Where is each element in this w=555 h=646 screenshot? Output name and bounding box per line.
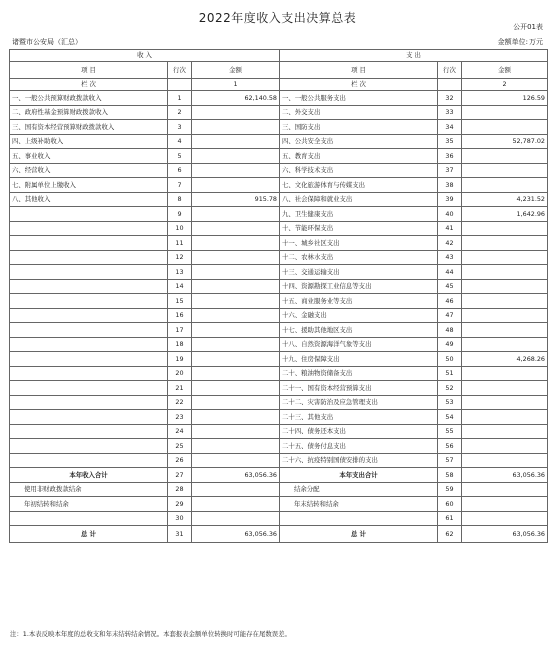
unit-label: 金额单位 : — [498, 38, 528, 46]
income-amount — [192, 120, 280, 135]
income-amount: 62,140.58 — [192, 91, 280, 106]
expense-amount — [462, 105, 548, 120]
income-item — [10, 207, 168, 222]
income-line-no: 14 — [168, 279, 192, 294]
expense-line-no: 38 — [438, 178, 462, 193]
expense-amount: 4,231.52 — [462, 192, 548, 207]
expense-item: 十八、自然资源海洋气象等支出 — [280, 337, 438, 352]
income-line-no: 26 — [168, 453, 192, 468]
expense-item: 十七、援助其他地区支出 — [280, 323, 438, 338]
expense-item: 十五、商业服务业等支出 — [280, 294, 438, 309]
income-line-no: 3 — [168, 120, 192, 135]
expense-amount — [462, 236, 548, 251]
income-line-no: 25 — [168, 439, 192, 454]
expense-item: 三、国防支出 — [280, 120, 438, 135]
income-item — [10, 395, 168, 410]
table-row — [10, 279, 548, 294]
expense-item: 二十六、抗疫特别国债安排的支出 — [280, 453, 438, 468]
income-line-no: 12 — [168, 250, 192, 265]
income-item — [10, 265, 168, 280]
income-line-no: 11 — [168, 236, 192, 251]
income-line-no: 7 — [168, 178, 192, 193]
income-amount — [192, 308, 280, 323]
expense-amount: 4,268.26 — [462, 352, 548, 367]
income-amount — [192, 105, 280, 120]
expense-item: 十六、金融支出 — [280, 308, 438, 323]
expense-item: 十九、住房保障支出 — [280, 352, 438, 367]
expense-amount — [462, 424, 548, 439]
table-row — [10, 163, 548, 178]
expense-line-no: 62 — [438, 526, 462, 543]
income-line-no: 28 — [168, 482, 192, 497]
expense-line-no: 50 — [438, 352, 462, 367]
table-row — [10, 439, 548, 454]
expense-line-no: 56 — [438, 439, 462, 454]
income-item: 六、经营收入 — [10, 163, 168, 178]
expense-amount — [462, 308, 548, 323]
table-row — [10, 352, 548, 367]
expense-section-header: 支 出 — [280, 50, 548, 62]
table-row — [10, 250, 548, 265]
expense-line-no: 51 — [438, 366, 462, 381]
income-item: 本年收入合计 — [10, 468, 168, 483]
expense-line-no: 58 — [438, 468, 462, 483]
income-item — [10, 439, 168, 454]
income-line-no: 10 — [168, 221, 192, 236]
expense-item: 十、节能环保支出 — [280, 221, 438, 236]
expense-item — [280, 511, 438, 526]
income-line-no: 16 — [168, 308, 192, 323]
income-item — [10, 352, 168, 367]
income-line-no: 23 — [168, 410, 192, 425]
expense-line-no: 44 — [438, 265, 462, 280]
income-amount — [192, 366, 280, 381]
table-row — [10, 366, 548, 381]
expense-amount — [462, 163, 548, 178]
expense-line-no: 40 — [438, 207, 462, 222]
expense-item: 七、文化旅游体育与传媒支出 — [280, 178, 438, 193]
expense-item: 八、社会保障和就业支出 — [280, 192, 438, 207]
expense-amount — [462, 337, 548, 352]
expense-item: 四、公共安全支出 — [280, 134, 438, 149]
table-row — [10, 134, 548, 149]
expense-item: 本年支出合计 — [280, 468, 438, 483]
income-item — [10, 511, 168, 526]
income-line-header: 行次 — [168, 62, 192, 79]
income-amount — [192, 511, 280, 526]
expense-line-no: 46 — [438, 294, 462, 309]
income-amount — [192, 337, 280, 352]
income-line-no: 19 — [168, 352, 192, 367]
income-amount — [192, 424, 280, 439]
expense-amount: 63,056.36 — [462, 468, 548, 483]
income-item: 五、事业收入 — [10, 149, 168, 164]
table-row — [10, 221, 548, 236]
expense-column-number: 2 — [462, 79, 548, 91]
table-row — [10, 453, 548, 468]
income-item — [10, 424, 168, 439]
expense-column-label: 栏 次 — [280, 79, 438, 91]
expense-amount — [462, 279, 548, 294]
income-line-no: 22 — [168, 395, 192, 410]
expense-item: 五、教育支出 — [280, 149, 438, 164]
income-line-no: 9 — [168, 207, 192, 222]
table-row — [10, 381, 548, 396]
income-amount — [192, 395, 280, 410]
expense-line-no: 35 — [438, 134, 462, 149]
income-line-no: 29 — [168, 497, 192, 512]
expense-line-no: 49 — [438, 337, 462, 352]
table-row — [10, 236, 548, 251]
expense-amount — [462, 178, 548, 193]
grand-total-row — [10, 526, 548, 543]
expense-amount — [462, 439, 548, 454]
table-row — [10, 105, 548, 120]
expense-line-no: 43 — [438, 250, 462, 265]
table-row — [10, 178, 548, 193]
income-line-no: 30 — [168, 511, 192, 526]
expense-amount — [462, 366, 548, 381]
expense-line-no: 60 — [438, 497, 462, 512]
income-item — [10, 323, 168, 338]
table-row — [10, 294, 548, 309]
expense-amount — [462, 323, 548, 338]
income-amount — [192, 381, 280, 396]
income-amount — [192, 250, 280, 265]
income-line-no: 8 — [168, 192, 192, 207]
income-item — [10, 453, 168, 468]
income-item — [10, 236, 168, 251]
expense-item-header: 项 目 — [280, 62, 438, 79]
expense-item: 二十一、国有资本经营预算支出 — [280, 381, 438, 396]
expense-item: 十四、资源勘探工业信息等支出 — [280, 279, 438, 294]
income-item — [10, 294, 168, 309]
expense-line-no: 33 — [438, 105, 462, 120]
income-item: 七、附属单位上缴收入 — [10, 178, 168, 193]
expense-amount — [462, 294, 548, 309]
total-row — [10, 511, 548, 526]
income-column-label: 栏 次 — [10, 79, 168, 91]
expense-item: 十一、城乡社区支出 — [280, 236, 438, 251]
expense-amount: 126.59 — [462, 91, 548, 106]
expense-line-no: 57 — [438, 453, 462, 468]
unit-value: 万元 — [529, 38, 543, 46]
total-row — [10, 468, 548, 483]
income-line-no: 1 — [168, 91, 192, 106]
table-row — [10, 323, 548, 338]
income-item-header: 项 目 — [10, 62, 168, 79]
income-amount — [192, 149, 280, 164]
expense-line-no: 52 — [438, 381, 462, 396]
income-item: 四、上级补助收入 — [10, 134, 168, 149]
expense-item: 二十三、其他支出 — [280, 410, 438, 425]
income-item — [10, 250, 168, 265]
income-amount — [192, 482, 280, 497]
income-amount: 63,056.36 — [192, 526, 280, 543]
income-line-no: 20 — [168, 366, 192, 381]
income-line-no: 6 — [168, 163, 192, 178]
income-item — [10, 279, 168, 294]
table-row — [10, 308, 548, 323]
expense-line-no: 39 — [438, 192, 462, 207]
expense-amount — [462, 250, 548, 265]
income-amount — [192, 439, 280, 454]
table-row — [10, 149, 548, 164]
expense-line-no: 53 — [438, 395, 462, 410]
table-row — [10, 265, 548, 280]
expense-amount — [462, 453, 548, 468]
income-item — [10, 381, 168, 396]
footnote: 注：1.本表反映本年度的总收支和年末结转结余情况。本套报表金额单位转换时可能存在尾数误差。 — [10, 630, 291, 638]
income-amount — [192, 178, 280, 193]
income-amount — [192, 236, 280, 251]
expense-item: 二十、粮油物资储备支出 — [280, 366, 438, 381]
income-amount — [192, 323, 280, 338]
expense-amount — [462, 265, 548, 280]
income-line-no: 27 — [168, 468, 192, 483]
expense-line-no: 54 — [438, 410, 462, 425]
table-row — [10, 192, 548, 207]
expense-amount — [462, 120, 548, 135]
table-row — [10, 120, 548, 135]
income-item: 二、政府性基金预算财政拨款收入 — [10, 105, 168, 120]
expense-line-no: 36 — [438, 149, 462, 164]
income-item: 一、一般公共预算财政拨款收入 — [10, 91, 168, 106]
expense-amount — [462, 221, 548, 236]
expense-amount: 1,642.96 — [462, 207, 548, 222]
expense-item: 九、卫生健康支出 — [280, 207, 438, 222]
income-amount — [192, 497, 280, 512]
expense-item: 二十四、债务还本支出 — [280, 424, 438, 439]
income-amount: 915.78 — [192, 192, 280, 207]
expense-item: 年末结转和结余 — [280, 497, 438, 512]
income-expense-table — [9, 49, 548, 543]
income-amount — [192, 294, 280, 309]
expense-item: 结余分配 — [280, 482, 438, 497]
income-item: 八、其他收入 — [10, 192, 168, 207]
expense-amount — [462, 381, 548, 396]
income-amount — [192, 207, 280, 222]
expense-item: 二、外交支出 — [280, 105, 438, 120]
expense-amount — [462, 149, 548, 164]
income-line-no: 31 — [168, 526, 192, 543]
expense-amount — [462, 395, 548, 410]
income-column-label-blank — [168, 79, 192, 91]
income-amount — [192, 265, 280, 280]
section-header-row — [10, 50, 548, 62]
total-row — [10, 482, 548, 497]
income-item — [10, 221, 168, 236]
income-amount — [192, 352, 280, 367]
expense-amount — [462, 511, 548, 526]
table-row — [10, 424, 548, 439]
expense-line-no: 42 — [438, 236, 462, 251]
expense-amount — [462, 497, 548, 512]
income-item: 年初结转和结余 — [10, 497, 168, 512]
expense-item: 六、科学技术支出 — [280, 163, 438, 178]
expense-line-no: 48 — [438, 323, 462, 338]
amount-unit — [498, 37, 543, 47]
income-amount-header: 金额 — [192, 62, 280, 79]
income-amount: 63,056.36 — [192, 468, 280, 483]
income-item — [10, 337, 168, 352]
expense-item: 一、一般公共服务支出 — [280, 91, 438, 106]
income-line-no: 4 — [168, 134, 192, 149]
income-line-no: 18 — [168, 337, 192, 352]
income-item — [10, 366, 168, 381]
income-line-no: 13 — [168, 265, 192, 280]
income-item — [10, 308, 168, 323]
expense-amount: 52,787.02 — [462, 134, 548, 149]
form-id: 公开01表 — [513, 23, 543, 31]
expense-item: 十二、农林水支出 — [280, 250, 438, 265]
column-header-row — [10, 62, 548, 79]
expense-line-header: 行次 — [438, 62, 462, 79]
org-name: 诸暨市公安局（汇总） — [12, 38, 82, 46]
income-line-no: 24 — [168, 424, 192, 439]
table-row — [10, 410, 548, 425]
expense-amount: 63,056.36 — [462, 526, 548, 543]
expense-line-no: 61 — [438, 511, 462, 526]
income-item: 使用非财政拨款结余 — [10, 482, 168, 497]
income-amount — [192, 453, 280, 468]
expense-line-no: 32 — [438, 91, 462, 106]
table-row — [10, 337, 548, 352]
expense-line-no: 59 — [438, 482, 462, 497]
expense-item: 总 计 — [280, 526, 438, 543]
income-amount — [192, 134, 280, 149]
expense-item: 二十五、债务付息支出 — [280, 439, 438, 454]
income-line-no: 5 — [168, 149, 192, 164]
report-title: 2022年度收入支出决算总表 — [198, 11, 357, 25]
table-row — [10, 207, 548, 222]
income-column-number: 1 — [192, 79, 280, 91]
expense-amount — [462, 482, 548, 497]
column-label-row — [10, 79, 548, 91]
expense-line-no: 47 — [438, 308, 462, 323]
table-row — [10, 91, 548, 106]
expense-line-no: 55 — [438, 424, 462, 439]
table-row — [10, 395, 548, 410]
income-line-no: 21 — [168, 381, 192, 396]
income-amount — [192, 163, 280, 178]
expense-column-label-blank — [438, 79, 462, 91]
income-line-no: 17 — [168, 323, 192, 338]
expense-line-no: 45 — [438, 279, 462, 294]
income-line-no: 15 — [168, 294, 192, 309]
expense-line-no: 37 — [438, 163, 462, 178]
income-amount — [192, 410, 280, 425]
expense-line-no: 34 — [438, 120, 462, 135]
income-item — [10, 410, 168, 425]
expense-item: 十三、交通运输支出 — [280, 265, 438, 280]
income-item: 三、国有资本经营预算财政拨款收入 — [10, 120, 168, 135]
expense-amount — [462, 410, 548, 425]
income-line-no: 2 — [168, 105, 192, 120]
expense-item: 二十二、灾害防治及应急管理支出 — [280, 395, 438, 410]
expense-amount-header: 金额 — [462, 62, 548, 79]
income-amount — [192, 279, 280, 294]
income-item: 总 计 — [10, 526, 168, 543]
income-section-header: 收 入 — [10, 50, 280, 62]
income-amount — [192, 221, 280, 236]
total-row — [10, 497, 548, 512]
expense-line-no: 41 — [438, 221, 462, 236]
